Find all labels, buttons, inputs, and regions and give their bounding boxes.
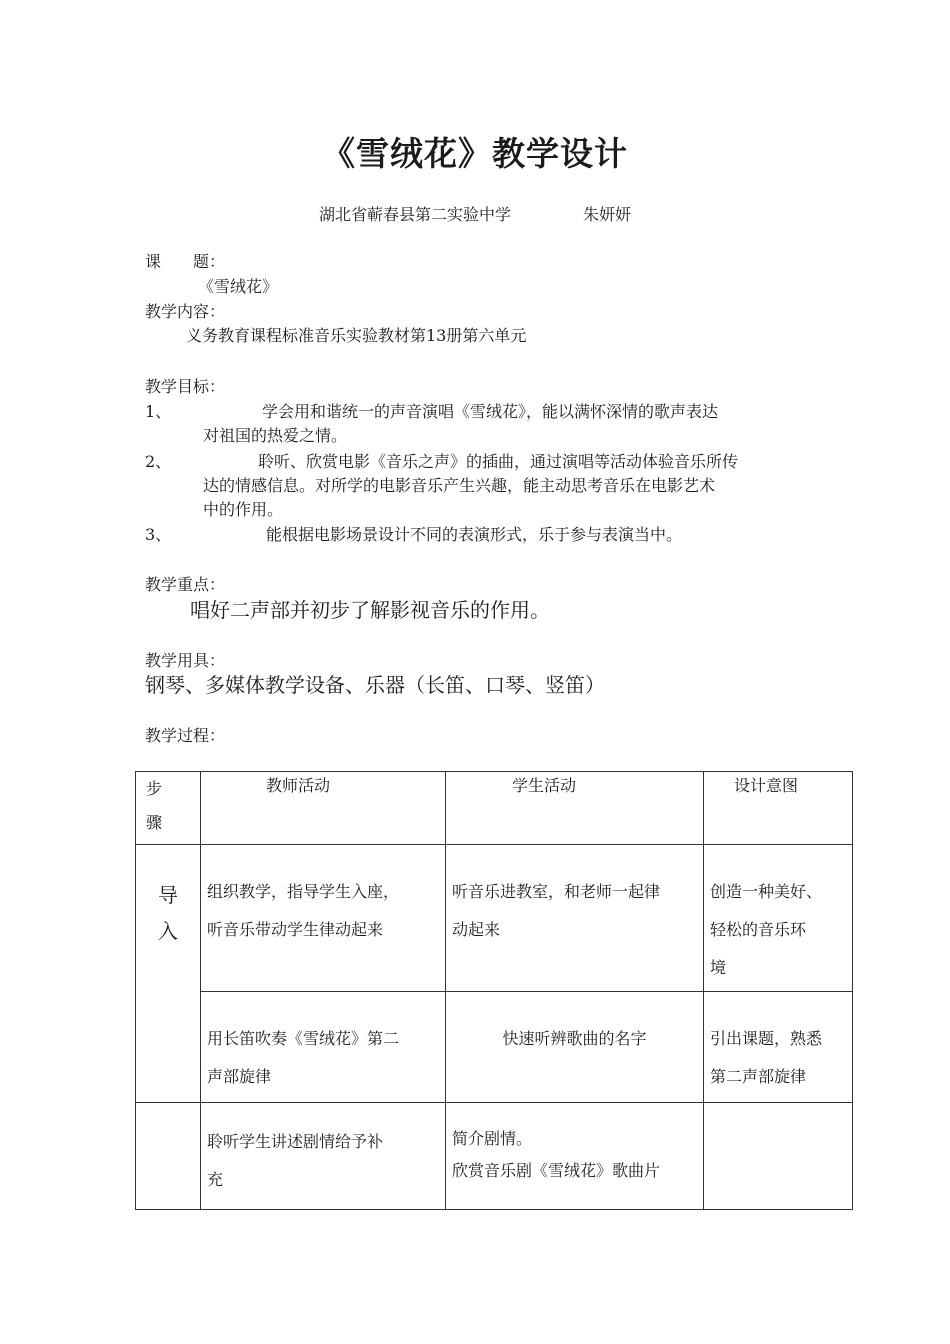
student-line-1: 听音乐进教室，和老师一起律 xyxy=(452,882,661,901)
key-points-label: 教学重点： xyxy=(145,575,226,594)
teacher-line-2: 充 xyxy=(207,1170,224,1189)
student-activity xyxy=(446,1103,704,1210)
step-intro-line-1: 导 xyxy=(158,883,178,907)
goals-label: 教学目标： xyxy=(145,377,226,396)
header-intent: 设计意图 xyxy=(704,772,853,845)
intent-line-1: 创造一种美好、 xyxy=(710,882,823,901)
student-line-1: 简介剧情。 xyxy=(452,1129,533,1148)
design-intent xyxy=(704,845,853,992)
intent-line-2: 第二声部旋律 xyxy=(710,1067,807,1086)
step-empty xyxy=(136,1103,201,1210)
teacher-line-2: 声部旋律 xyxy=(207,1067,272,1086)
design-intent xyxy=(704,992,853,1103)
process-label: 教学过程： xyxy=(145,726,226,745)
header-step-line-2: 骤 xyxy=(146,813,163,832)
goal-1-text: 学会用和谐统一的声音演唱《雪绒花》，能以满怀深情的歌声表达 xyxy=(262,402,719,421)
table-header-row xyxy=(136,772,853,845)
student-line-2: 动起来 xyxy=(452,920,501,939)
table-row xyxy=(136,1103,853,1210)
goal-2-text: 聆听、欣赏电影《音乐之声》的插曲，通过演唱等活动体验音乐所传 xyxy=(258,452,739,471)
student-activity xyxy=(446,845,704,992)
table-row xyxy=(136,845,853,992)
header-student: 学生活动 xyxy=(446,772,704,845)
content-value: 义务教育课程标准音乐实验教材第13册第六单元 xyxy=(186,326,527,345)
header-teacher: 教师活动 xyxy=(201,772,446,845)
document-title: 《雪绒花》教学设计 xyxy=(322,134,628,173)
subtitle xyxy=(0,202,950,225)
goal-1-continued: 对祖国的热爱之情。 xyxy=(203,426,348,445)
topic-value: 《雪绒花》 xyxy=(198,277,279,296)
topic-label: 课 题： xyxy=(145,252,226,271)
student-line-1: 快速听辨歌曲的名字 xyxy=(502,1029,647,1048)
school-name: 湖北省蕲春县第二实验中学 xyxy=(318,205,511,224)
goal-2-continued: 达的情感信息。对所学的电影音乐产生兴趣，能主动思考音乐在电影艺术 xyxy=(203,476,716,495)
tools-label: 教学用具： xyxy=(145,651,226,670)
goal-3-text: 能根据电影场景设计不同的表演形式，乐于参与表演当中。 xyxy=(266,525,683,544)
teacher-activity xyxy=(201,845,446,992)
intent-line-2: 轻松的音乐环 xyxy=(710,920,807,939)
content-label: 教学内容： xyxy=(145,302,226,321)
goal-2-continued-2: 中的作用。 xyxy=(203,500,284,519)
teaching-process-table xyxy=(135,771,853,1210)
intent-line-1: 引出课题，熟悉 xyxy=(710,1029,823,1048)
teacher-line-1: 组织教学，指导学生入座， xyxy=(207,882,400,901)
tools-value: 钢琴、多媒体教学设备、乐器（长笛、口琴、竖笛） xyxy=(145,673,605,697)
key-points-value: 唱好二声部并初步了解影视音乐的作用。 xyxy=(190,598,550,622)
goal-3-number: 3、 xyxy=(145,525,172,544)
table-row xyxy=(136,992,853,1103)
goal-1-number: 1、 xyxy=(145,402,172,421)
header-step xyxy=(136,772,201,845)
teacher-activity xyxy=(201,992,446,1103)
intent-line-3: 境 xyxy=(710,958,727,977)
step-intro xyxy=(136,845,201,1103)
header-step-line-1: 步 xyxy=(146,779,163,798)
teacher-line-2: 听音乐带动学生律动起来 xyxy=(207,920,384,939)
design-intent-empty xyxy=(704,1103,853,1210)
teacher-line-1: 聆听学生讲述剧情给予补 xyxy=(207,1132,384,1151)
step-intro-line-2: 入 xyxy=(158,919,178,943)
goal-2-number: 2、 xyxy=(145,452,172,471)
student-line-2: 欣赏音乐剧《雪绒花》歌曲片 xyxy=(452,1161,661,1180)
student-activity xyxy=(446,992,704,1103)
teacher-line-1: 用长笛吹奏《雪绒花》第二 xyxy=(207,1029,400,1048)
author-name: 朱妍妍 xyxy=(583,205,632,224)
teacher-activity xyxy=(201,1103,446,1210)
